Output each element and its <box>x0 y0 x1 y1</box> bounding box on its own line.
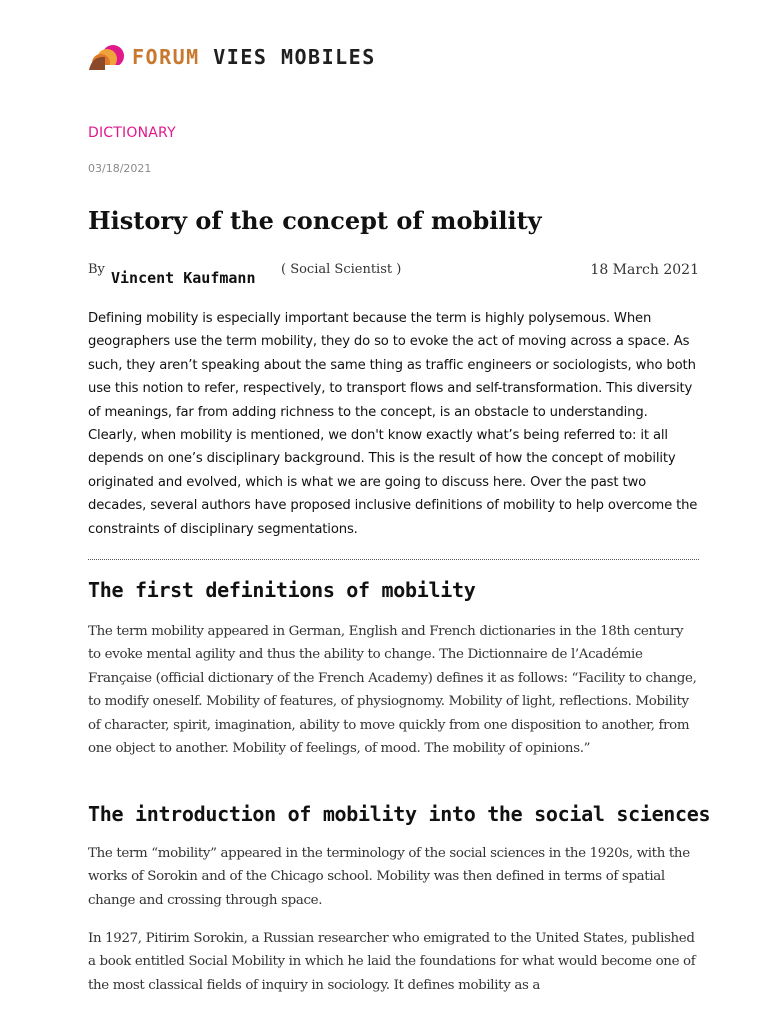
logo-word-forum: FORUM <box>132 45 200 69</box>
section-heading-first-definitions: The first definitions of mobility <box>88 578 476 602</box>
category-link[interactable]: DICTIONARY <box>88 125 176 141</box>
section-heading-social-sciences: The introduction of mobility into the social sciences <box>88 802 711 826</box>
site-logo[interactable] <box>88 42 376 72</box>
published-date: 03/18/2021 <box>88 162 152 175</box>
article-intro: Defining mobility is especially important because the term is highly polysemous. When geographers use the term mobility, they do so to evoke the act of moving across a space. As such, they aren’t speaking about the same thing as traffic engineers or sociologists, who both use this notion to refer, respectively, to transport flows and self-transformation. This diversity of meanings, far from adding richness to the concept, is an obstacle to understanding. Clearly, when mobility is mentioned, we don't know exactly what’s being referred to: it all depends on one’s disciplinary background. This is the result of how the concept of mobility originated and evolved, which is what we are going to discuss here. Over the past two decades, several authors have proposed inclusive definitions of mobility to help overcome the constraints of disciplinary segmentations. <box>88 311 698 537</box>
logo-wordmark <box>132 45 376 69</box>
section-paragraph: The term mobility appeared in German, English and French dictionaries in the 18th century to evoke mental agility and thus the ability to change. The Dictionnaire de l’Académie Française (official dictionary of the French Academy) defines it as follows: “Facility to change, to modify oneself. Mobility of features, of physiognomy. Mobility of light, reflections. Mobility of character, spirit, imagination, ability to move quickly from one disposition to another, from one object to another. Mobility of feelings, of mood. The mobility of opinions.” <box>88 624 697 757</box>
section-paragraph: In 1927, Pitirim Sorokin, a Russian researcher who emigrated to the United States, published a book entitled Social Mobility in which he laid the foundations for what would become one of the most classical fields of inquiry in sociology. It defines mobility as a <box>88 931 696 993</box>
article-date: 18 March 2021 <box>590 262 699 278</box>
author-role: ( Social Scientist ) <box>281 262 402 277</box>
logo-icon <box>88 43 124 71</box>
page-title: History of the concept of mobility <box>88 206 542 235</box>
logo-word-vies-mobiles: VIES MOBILES <box>213 45 376 69</box>
section-divider <box>88 559 699 560</box>
section-paragraph: The term “mobility” appeared in the terminology of the social sciences in the 1920s, with the works of Sorokin and of the Chicago school. Mobility was then defined in terms of spatial change and crossing through space. <box>88 846 690 908</box>
by-label: By <box>88 262 105 277</box>
byline <box>88 260 699 290</box>
author-link[interactable]: Vincent Kaufmann <box>111 269 256 287</box>
